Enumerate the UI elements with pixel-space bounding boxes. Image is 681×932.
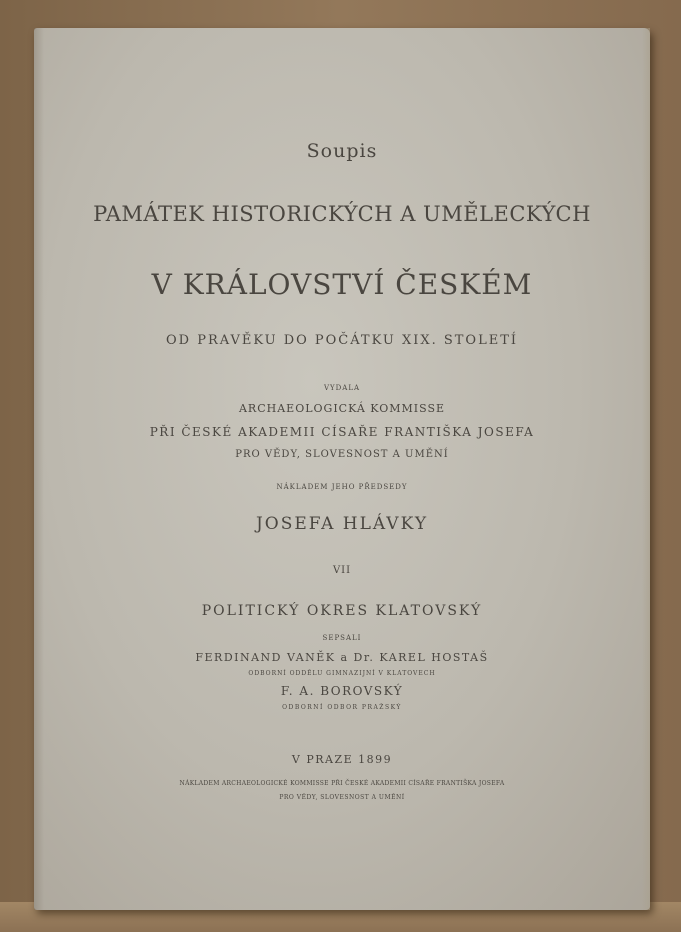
publisher-line-1: ARCHAEOLOGICKÁ KOMMISSE (238, 402, 446, 415)
series-word: Soupis (306, 140, 378, 162)
authors-line: FERDINAND VANĚK a Dr. KAREL HOSTAŠ (195, 651, 489, 664)
imprint-place-year: V PRAZE 1899 (291, 753, 393, 766)
third-author-note: ODBORNÍ ODBOR PRAŽSKÝ (282, 704, 402, 711)
publisher-line-2: PŘI ČESKÉ AKADEMII CÍSAŘE FRANTIŠKA JOSEFA (149, 425, 535, 439)
authors-note: ODBORNÍ ODDĚLU GIMNAZIJNÍ V KLATOVECH (248, 670, 436, 677)
subtitle: OD PRAVĚKU DO POČÁTKU XIX. STOLETÍ (165, 333, 519, 348)
patron-name: JOSEFA HLÁVKY (255, 514, 429, 534)
title-line-1: PAMÁTEK HISTORICKÝCH A UMĚLECKÝCH (93, 202, 591, 226)
publisher-line-3: PRO VĚDY, SLOVESNOST A UMĚNÍ (235, 449, 449, 460)
written-by-label: SEPSALI (322, 634, 362, 642)
title-line-2: V KRÁLOVSTVÍ ČESKÉM (151, 268, 533, 301)
volume-number: VII (332, 565, 352, 576)
third-author: F. A. BOROVSKÝ (280, 684, 404, 698)
issued-by-label: VYDALA (323, 384, 361, 392)
imprint-line-1: NÁKLADEM ARCHAEOLOGICKÉ KOMMISSE PŘI ČESKÉ AKADEMII CÍSAŘE FRANTIŠKA JOSEFA (179, 780, 505, 787)
funding-label: NÁKLADEM JEHO PŘEDSEDY (276, 483, 408, 491)
book-cover (34, 28, 650, 910)
volume-title: POLITICKÝ OKRES KLATOVSKÝ (201, 603, 483, 619)
imprint-line-2: PRO VĚDY, SLOVESNOST A UMĚNÍ (279, 794, 405, 801)
